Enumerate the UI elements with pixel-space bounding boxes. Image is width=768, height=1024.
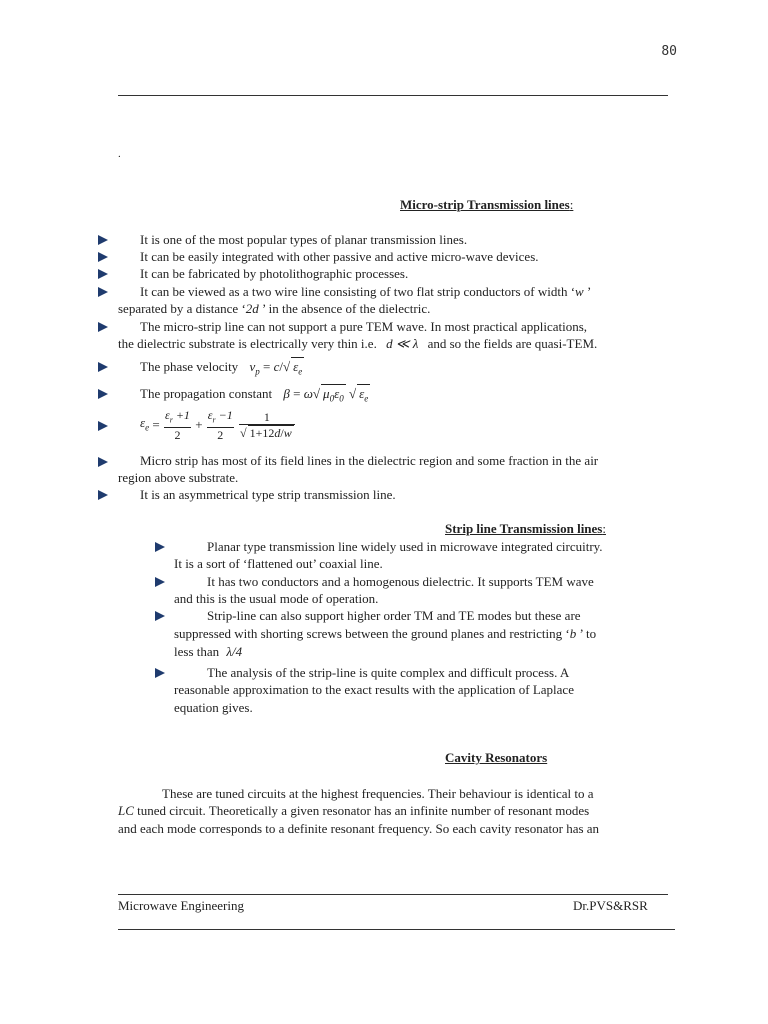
bullet-icon (155, 577, 165, 587)
bullet-icon (98, 490, 108, 500)
point-5-text-c: and so the fields are quasi-TEM. (427, 336, 598, 351)
point-4-text-d: ’ in the absence of the dielectric. (258, 301, 431, 316)
cavity-heading: Cavity Resonators (445, 750, 548, 765)
bullet-icon (155, 611, 165, 621)
microstrip-point-4-line2 (118, 300, 430, 317)
microstrip-point-1: It is one of the most popular types of planar transmission lines. (140, 232, 468, 247)
bullet-icon (98, 389, 108, 399)
bullet-icon (98, 421, 108, 431)
microstrip-point-5-line1: The micro-strip line can not support a pure TEM wave. In most practical applications, (140, 319, 588, 334)
point-s3-text-c1: less than (174, 644, 220, 659)
footer-bottom-rule (118, 929, 675, 930)
point-5-text-b: the dielectric substrate is electrically very thin i.e. (118, 336, 377, 351)
stripline-point-4-line3: equation gives. (174, 700, 253, 715)
bullet-icon (155, 542, 165, 552)
stripline-point-2-line1: It has two conductors and a homogenous dielectric. It supports TEM wave (207, 574, 594, 589)
microstrip-point-9-line1: Micro strip has most of its field lines in the dielectric region and some fraction in the air (140, 453, 599, 468)
bullet-icon (98, 322, 108, 332)
point-s3-text-b1: suppressed with shorting screws between the ground planes and restricting ‘ (174, 626, 570, 641)
microstrip-point-6 (140, 357, 304, 381)
var-lc: LC (118, 803, 134, 818)
cavity-paragraph-line2 (118, 802, 589, 819)
stripline-point-1-line2: It is a sort of ‘flattened out’ coaxial line. (174, 556, 383, 571)
stripline-title: Strip line Transmission lines (445, 521, 603, 536)
stripline-point-1-line1: Planar type transmission line widely used in microwave integrated circuitry. (207, 539, 603, 554)
stripline-point-3-line3 (174, 643, 242, 660)
microstrip-point-9-line2: region above substrate. (118, 470, 239, 485)
point-4-text-c: separated by a distance ‘ (118, 301, 246, 316)
effective-permittivity-formula: $\varepsilon_e$ = $\frac{\varepsilon_r +1}{2}$ + $\frac{\varepsilon_r -1}{2}$ $\frac{1}{√ 1+12d/w}$ (140, 408, 296, 442)
page-number: 80 (661, 44, 677, 59)
cavity-text-2: tuned circuit. Theoretically a given resonator has an infinite number of resonant modes (133, 803, 590, 818)
stripline-point-3-line1: Strip-line can also support higher order TM and TE modes but these are (207, 608, 581, 623)
var-b: b (569, 626, 577, 641)
microstrip-point-5-line2 (118, 335, 597, 352)
bullet-icon (98, 287, 108, 297)
microstrip-point-3: It can be fabricated by photolithographic processes. (140, 266, 409, 281)
microstrip-heading (400, 197, 573, 213)
point-4-text-a: It can be viewed as a two wire line consisting of two flat strip conductors of width ‘ (140, 284, 576, 299)
var-2d: 2d (245, 301, 259, 316)
phase-velocity-label: The phase velocity (140, 359, 239, 374)
stripline-title-colon: : (602, 521, 606, 536)
stripline-point-3-line2 (174, 625, 596, 642)
microstrip-point-2: It can be easily integrated with other passive and active micro-wave devices. (140, 249, 539, 264)
footer-right: Dr.PVS&RSR (573, 898, 648, 913)
microstrip-point-4-line1 (140, 283, 591, 300)
microstrip-title-colon: : (569, 197, 574, 212)
header-rule (118, 95, 668, 96)
thin-substrate-condition: d ≪ λ (386, 336, 419, 351)
bullet-icon (98, 235, 108, 245)
microstrip-point-7 (140, 384, 370, 408)
cavity-paragraph-line1: These are tuned circuits at the highest frequencies. Their behaviour is identical to a (162, 786, 594, 801)
bullet-icon (98, 252, 108, 262)
cavity-paragraph-line3: and each mode corresponds to a definite resonant frequency. So each cavity resonator has an (118, 821, 600, 836)
footer-left: Microwave Engineering (118, 898, 244, 913)
propagation-constant-label: The propagation constant (140, 386, 273, 401)
point-s3-text-b2: ’ to (576, 626, 597, 641)
bullet-icon (98, 362, 108, 372)
bullet-icon (98, 269, 108, 279)
microstrip-point-10: It is an asymmetrical type strip transmission line. (140, 487, 396, 502)
quarter-wavelength: λ/4 (226, 644, 243, 659)
stripline-point-4-line2: reasonable approximation to the exact results with the application of Laplace (174, 682, 574, 697)
footer-top-rule (118, 894, 668, 895)
bullet-icon (98, 457, 108, 467)
propagation-constant-formula: β = ω√ $\mu_0\varepsilon_0$ √ $\varepsilon_e$ (283, 386, 370, 401)
var-w: w (575, 284, 584, 299)
phase-velocity-formula: $v_p = c/√$ $\varepsilon_e$ (249, 359, 304, 374)
microstrip-title: Micro-strip Transmission lines (400, 197, 570, 212)
stripline-heading (445, 521, 606, 537)
stray-mark: . (118, 148, 121, 160)
stripline-point-4-line1: The analysis of the strip-line is quite complex and difficult process. A (207, 665, 570, 680)
point-4-text-b: ’ (583, 284, 592, 299)
stripline-point-2-line2: and this is the usual mode of operation. (174, 591, 379, 606)
bullet-icon (155, 668, 165, 678)
